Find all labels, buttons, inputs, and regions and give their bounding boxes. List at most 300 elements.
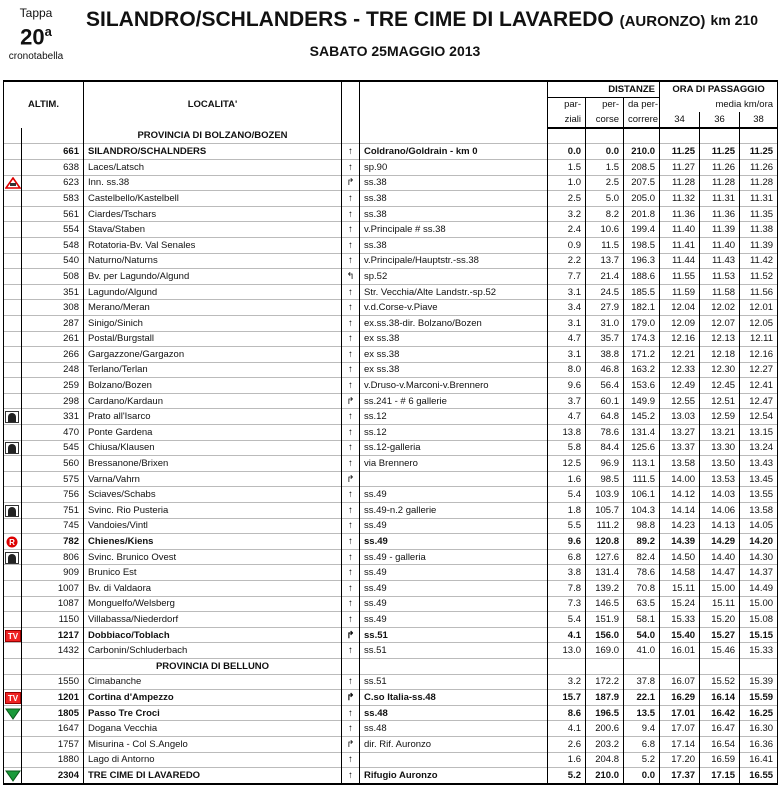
partial-km-cell: 1.8 bbox=[548, 503, 586, 519]
province-row bbox=[4, 128, 778, 144]
road-cell: ss.48 bbox=[360, 721, 548, 737]
table-row bbox=[4, 440, 778, 456]
icon-cell bbox=[4, 768, 22, 784]
covered-km-cell: 103.9 bbox=[586, 487, 624, 503]
partial-km-cell: 2.4 bbox=[548, 222, 586, 238]
province-label: PROVINCIA DI BELLUNO bbox=[84, 658, 342, 674]
time-34-cell: 17.07 bbox=[660, 721, 700, 737]
time-38-cell: 16.55 bbox=[740, 768, 778, 784]
time-36-cell: 17.15 bbox=[700, 768, 740, 784]
remaining-km-cell: 171.2 bbox=[624, 347, 660, 363]
time-38-cell: 16.36 bbox=[740, 736, 778, 752]
covered-km-cell: 169.0 bbox=[586, 643, 624, 659]
direction-cell: ↑ bbox=[342, 643, 360, 659]
col-ora: ORA DI PASSAGGIO bbox=[660, 81, 778, 97]
icon-cell bbox=[4, 284, 22, 300]
time-38-cell: 12.01 bbox=[740, 300, 778, 316]
direction-cell: ↑ bbox=[342, 159, 360, 175]
direction-cell: ↑ bbox=[342, 237, 360, 253]
table-row bbox=[4, 721, 778, 737]
time-34-cell: 11.55 bbox=[660, 269, 700, 285]
time-34-cell: 17.37 bbox=[660, 768, 700, 784]
road-cell: ex.ss.38-dir. Bolzano/Bozen bbox=[360, 315, 548, 331]
location-cell: Bolzano/Bozen bbox=[84, 378, 342, 394]
time-38-cell: 15.08 bbox=[740, 612, 778, 628]
time-36-cell: 11.36 bbox=[700, 206, 740, 222]
table-row bbox=[4, 269, 778, 285]
remaining-km-cell: 182.1 bbox=[624, 300, 660, 316]
altitude-cell: 259 bbox=[22, 378, 84, 394]
icon-cell bbox=[4, 596, 22, 612]
icon-cell bbox=[4, 612, 22, 628]
partial-km-cell: 5.4 bbox=[548, 487, 586, 503]
time-38-cell: 13.58 bbox=[740, 503, 778, 519]
table-row bbox=[4, 471, 778, 487]
table-row bbox=[4, 222, 778, 238]
direction-cell: ↑ bbox=[342, 144, 360, 160]
time-38-cell: 11.39 bbox=[740, 237, 778, 253]
table-row bbox=[4, 362, 778, 378]
altitude-cell: 470 bbox=[22, 425, 84, 441]
location-cell: Vandoies/Vintl bbox=[84, 518, 342, 534]
time-36-cell: 15.20 bbox=[700, 612, 740, 628]
time-34-cell: 12.04 bbox=[660, 300, 700, 316]
location-cell: Villabassa/Niederdorf bbox=[84, 612, 342, 628]
altitude-cell: 540 bbox=[22, 253, 84, 269]
altitude-cell: 554 bbox=[22, 222, 84, 238]
time-36-cell: 12.45 bbox=[700, 378, 740, 394]
level-crossing-icon bbox=[5, 177, 21, 188]
table-row bbox=[4, 596, 778, 612]
partial-km-cell: 3.4 bbox=[548, 300, 586, 316]
time-34-cell: 11.36 bbox=[660, 206, 700, 222]
icon-cell bbox=[4, 487, 22, 503]
road-cell: ss.51 bbox=[360, 627, 548, 643]
time-36-cell: 11.25 bbox=[700, 144, 740, 160]
remaining-km-cell: 179.0 bbox=[624, 315, 660, 331]
time-34-cell: 17.14 bbox=[660, 736, 700, 752]
remaining-km-cell: 54.0 bbox=[624, 627, 660, 643]
location-cell: Dogana Vecchia bbox=[84, 721, 342, 737]
remaining-km-cell: 198.5 bbox=[624, 237, 660, 253]
location-cell: Monguelfo/Welsberg bbox=[84, 596, 342, 612]
icon-cell bbox=[4, 300, 22, 316]
intermediate-sprint-icon bbox=[5, 630, 21, 641]
partial-km-cell: 0.0 bbox=[548, 144, 586, 160]
partial-km-cell: 7.8 bbox=[548, 581, 586, 597]
covered-km-cell: 210.0 bbox=[586, 768, 624, 784]
table-row bbox=[4, 705, 778, 721]
icon-cell bbox=[4, 409, 22, 425]
covered-km-cell: 31.0 bbox=[586, 315, 624, 331]
time-34-cell: 13.27 bbox=[660, 425, 700, 441]
time-34-cell: 16.29 bbox=[660, 690, 700, 706]
direction-cell: ↑ bbox=[342, 518, 360, 534]
icon-cell bbox=[4, 721, 22, 737]
time-34-cell: 11.28 bbox=[660, 175, 700, 191]
location-cell: Brunico Est bbox=[84, 565, 342, 581]
partial-km-cell: 2.2 bbox=[548, 253, 586, 269]
remaining-km-cell: 196.3 bbox=[624, 253, 660, 269]
tunnel-icon bbox=[5, 442, 21, 453]
road-cell: ex ss.38 bbox=[360, 331, 548, 347]
time-38-cell: 12.47 bbox=[740, 393, 778, 409]
road-cell: ss.38 bbox=[360, 191, 548, 207]
province-row bbox=[4, 658, 778, 674]
location-cell: Chienes/Kiens bbox=[84, 534, 342, 550]
time-34-cell: 14.50 bbox=[660, 549, 700, 565]
partial-km-cell: 1.0 bbox=[548, 175, 586, 191]
col-parziali-2: ziali bbox=[548, 112, 586, 128]
location-cell: Merano/Meran bbox=[84, 300, 342, 316]
covered-km-cell: 21.4 bbox=[586, 269, 624, 285]
partial-km-cell: 3.2 bbox=[548, 206, 586, 222]
location-cell: Chiusa/Klausen bbox=[84, 440, 342, 456]
time-34-cell: 16.01 bbox=[660, 643, 700, 659]
partial-km-cell: 1.5 bbox=[548, 159, 586, 175]
partial-km-cell: 5.5 bbox=[548, 518, 586, 534]
remaining-km-cell: 174.3 bbox=[624, 331, 660, 347]
time-38-cell: 16.25 bbox=[740, 705, 778, 721]
time-36-cell: 11.40 bbox=[700, 237, 740, 253]
direction-cell: ↑ bbox=[342, 191, 360, 207]
direction-cell: ↑ bbox=[342, 705, 360, 721]
direction-cell: ↑ bbox=[342, 378, 360, 394]
time-34-cell: 14.39 bbox=[660, 534, 700, 550]
remaining-km-cell: 188.6 bbox=[624, 269, 660, 285]
time-34-cell: 13.37 bbox=[660, 440, 700, 456]
covered-km-cell: 146.5 bbox=[586, 596, 624, 612]
direction-cell: ↑ bbox=[342, 612, 360, 628]
table-row bbox=[4, 300, 778, 316]
time-34-cell: 11.32 bbox=[660, 191, 700, 207]
direction-cell: ↱ bbox=[342, 175, 360, 191]
remaining-km-cell: 13.5 bbox=[624, 705, 660, 721]
time-38-cell: 14.30 bbox=[740, 549, 778, 565]
location-cell: Cortina d'Ampezzo bbox=[84, 690, 342, 706]
table-header bbox=[4, 81, 778, 128]
time-36-cell: 16.42 bbox=[700, 705, 740, 721]
time-36-cell: 12.02 bbox=[700, 300, 740, 316]
time-34-cell: 12.16 bbox=[660, 331, 700, 347]
icon-cell bbox=[4, 144, 22, 160]
covered-km-cell: 1.5 bbox=[586, 159, 624, 175]
time-38-cell: 15.33 bbox=[740, 643, 778, 659]
table-row bbox=[4, 159, 778, 175]
covered-km-cell: 24.5 bbox=[586, 284, 624, 300]
remaining-km-cell: 58.1 bbox=[624, 612, 660, 628]
remaining-km-cell: 111.5 bbox=[624, 471, 660, 487]
remaining-km-cell: 163.2 bbox=[624, 362, 660, 378]
location-cell: Bv. di Valdaora bbox=[84, 581, 342, 597]
altitude-cell: 1150 bbox=[22, 612, 84, 628]
covered-km-cell: 96.9 bbox=[586, 456, 624, 472]
time-36-cell: 12.59 bbox=[700, 409, 740, 425]
remaining-km-cell: 41.0 bbox=[624, 643, 660, 659]
col-speed-36: 36 bbox=[700, 112, 740, 128]
table-row bbox=[4, 565, 778, 581]
altitude-cell: 756 bbox=[22, 487, 84, 503]
altitude-cell: 266 bbox=[22, 347, 84, 363]
partial-km-cell: 9.6 bbox=[548, 534, 586, 550]
location-cell: Ciardes/Tschars bbox=[84, 206, 342, 222]
time-38-cell: 14.05 bbox=[740, 518, 778, 534]
road-cell: ss.49 bbox=[360, 518, 548, 534]
time-36-cell: 14.13 bbox=[700, 518, 740, 534]
covered-km-cell: 0.0 bbox=[586, 144, 624, 160]
time-36-cell: 14.29 bbox=[700, 534, 740, 550]
partial-km-cell: 1.6 bbox=[548, 752, 586, 768]
road-cell: ss.49 bbox=[360, 596, 548, 612]
icon-cell bbox=[4, 253, 22, 269]
covered-km-cell: 84.4 bbox=[586, 440, 624, 456]
icon-cell bbox=[4, 534, 22, 550]
altitude-cell: 351 bbox=[22, 284, 84, 300]
road-cell: ss.241 - # 6 gallerie bbox=[360, 393, 548, 409]
tunnel-icon bbox=[5, 411, 21, 422]
mountain-climb-icon bbox=[5, 708, 21, 719]
time-38-cell: 12.16 bbox=[740, 347, 778, 363]
icon-cell bbox=[4, 643, 22, 659]
table-row bbox=[4, 144, 778, 160]
time-34-cell: 12.21 bbox=[660, 347, 700, 363]
altitude-cell: 623 bbox=[22, 175, 84, 191]
icon-cell bbox=[4, 674, 22, 690]
table-row bbox=[4, 627, 778, 643]
time-38-cell: 11.38 bbox=[740, 222, 778, 238]
altitude-cell: 560 bbox=[22, 456, 84, 472]
remaining-km-cell: 207.5 bbox=[624, 175, 660, 191]
time-36-cell: 13.53 bbox=[700, 471, 740, 487]
road-cell: v.Druso-v.Marconi-v.Brennero bbox=[360, 378, 548, 394]
icon-cell bbox=[4, 627, 22, 643]
road-cell: ss.38 bbox=[360, 237, 548, 253]
time-36-cell: 12.18 bbox=[700, 347, 740, 363]
road-cell: ss.49-n.2 gallerie bbox=[360, 503, 548, 519]
altitude-cell: 751 bbox=[22, 503, 84, 519]
mountain-climb-icon bbox=[5, 770, 21, 781]
cronotabella-label: cronotabella bbox=[8, 51, 64, 63]
location-cell: Sinigo/Sinich bbox=[84, 315, 342, 331]
time-36-cell: 15.11 bbox=[700, 596, 740, 612]
direction-cell: ↑ bbox=[342, 596, 360, 612]
altitude-cell: 1757 bbox=[22, 736, 84, 752]
location-cell: Misurina - Col S.Angelo bbox=[84, 736, 342, 752]
location-cell: Rotatoria-Bv. Val Senales bbox=[84, 237, 342, 253]
direction-cell: ↑ bbox=[342, 362, 360, 378]
direction-cell: ↑ bbox=[342, 347, 360, 363]
time-34-cell: 14.14 bbox=[660, 503, 700, 519]
location-cell: TRE CIME DI LAVAREDO bbox=[84, 768, 342, 784]
partial-km-cell: 9.6 bbox=[548, 378, 586, 394]
covered-km-cell: 2.5 bbox=[586, 175, 624, 191]
location-cell: Laces/Latsch bbox=[84, 159, 342, 175]
icon-cell bbox=[4, 362, 22, 378]
covered-km-cell: 196.5 bbox=[586, 705, 624, 721]
time-38-cell: 12.11 bbox=[740, 331, 778, 347]
covered-km-cell: 11.5 bbox=[586, 237, 624, 253]
location-cell: Bressanone/Brixen bbox=[84, 456, 342, 472]
direction-cell: ↑ bbox=[342, 487, 360, 503]
altitude-cell: 561 bbox=[22, 206, 84, 222]
time-36-cell: 14.06 bbox=[700, 503, 740, 519]
partial-km-cell: 8.6 bbox=[548, 705, 586, 721]
time-36-cell: 16.54 bbox=[700, 736, 740, 752]
icon-cell bbox=[4, 269, 22, 285]
col-speed-34: 34 bbox=[660, 112, 700, 128]
time-34-cell: 11.59 bbox=[660, 284, 700, 300]
remaining-km-cell: 149.9 bbox=[624, 393, 660, 409]
remaining-km-cell: 185.5 bbox=[624, 284, 660, 300]
direction-cell: ↑ bbox=[342, 315, 360, 331]
partial-km-cell: 5.8 bbox=[548, 440, 586, 456]
road-cell: ss.49 - galleria bbox=[360, 549, 548, 565]
icon-cell bbox=[4, 378, 22, 394]
direction-cell: ↱ bbox=[342, 471, 360, 487]
location-cell: Dobbiaco/Toblach bbox=[84, 627, 342, 643]
road-cell: C.so Italia-ss.48 bbox=[360, 690, 548, 706]
covered-km-cell: 8.2 bbox=[586, 206, 624, 222]
road-cell: v.d.Corse-v.Piave bbox=[360, 300, 548, 316]
time-36-cell: 11.26 bbox=[700, 159, 740, 175]
partial-km-cell: 4.1 bbox=[548, 721, 586, 737]
remaining-km-cell: 63.5 bbox=[624, 596, 660, 612]
remaining-km-cell: 0.0 bbox=[624, 768, 660, 784]
time-34-cell: 11.25 bbox=[660, 144, 700, 160]
partial-km-cell: 4.7 bbox=[548, 331, 586, 347]
icon-cell bbox=[4, 425, 22, 441]
direction-cell: ↑ bbox=[342, 331, 360, 347]
time-36-cell: 12.13 bbox=[700, 331, 740, 347]
altitude-cell: 1217 bbox=[22, 627, 84, 643]
partial-km-cell: 5.2 bbox=[548, 768, 586, 784]
direction-cell: ↑ bbox=[342, 534, 360, 550]
partial-km-cell: 3.1 bbox=[548, 347, 586, 363]
location-cell: Cimabanche bbox=[84, 674, 342, 690]
partial-km-cell: 4.1 bbox=[548, 627, 586, 643]
table-row bbox=[4, 206, 778, 222]
tunnel-icon bbox=[5, 552, 21, 563]
remaining-km-cell: 5.2 bbox=[624, 752, 660, 768]
table-row bbox=[4, 612, 778, 628]
road-cell: ss.12 bbox=[360, 409, 548, 425]
location-cell: Naturno/Naturns bbox=[84, 253, 342, 269]
time-38-cell: 16.41 bbox=[740, 752, 778, 768]
time-38-cell: 11.56 bbox=[740, 284, 778, 300]
road-cell: ss.49 bbox=[360, 581, 548, 597]
time-36-cell: 11.53 bbox=[700, 269, 740, 285]
altitude-cell: 248 bbox=[22, 362, 84, 378]
altitude-cell: 1550 bbox=[22, 674, 84, 690]
remaining-km-cell: 113.1 bbox=[624, 456, 660, 472]
road-cell: ss.12 bbox=[360, 425, 548, 441]
partial-km-cell: 5.4 bbox=[548, 612, 586, 628]
icon-cell bbox=[4, 175, 22, 191]
location-cell: Svinc. Brunico Ovest bbox=[84, 549, 342, 565]
location-cell: Cardano/Kardaun bbox=[84, 393, 342, 409]
remaining-km-cell: 201.8 bbox=[624, 206, 660, 222]
timetable bbox=[3, 80, 778, 785]
altitude-cell: 331 bbox=[22, 409, 84, 425]
time-36-cell: 14.47 bbox=[700, 565, 740, 581]
road-cell: Rifugio Auronzo bbox=[360, 768, 548, 784]
icon-cell bbox=[4, 471, 22, 487]
road-cell: Str. Vecchia/Alte Landstr.-sp.52 bbox=[360, 284, 548, 300]
table-row bbox=[4, 456, 778, 472]
altitude-cell: 661 bbox=[22, 144, 84, 160]
svg-text:R: R bbox=[9, 538, 15, 547]
covered-km-cell: 60.1 bbox=[586, 393, 624, 409]
remaining-km-cell: 9.4 bbox=[624, 721, 660, 737]
remaining-km-cell: 89.2 bbox=[624, 534, 660, 550]
road-cell: ss.49 bbox=[360, 612, 548, 628]
partial-km-cell: 1.6 bbox=[548, 471, 586, 487]
time-34-cell: 11.27 bbox=[660, 159, 700, 175]
road-cell bbox=[360, 471, 548, 487]
table-row bbox=[4, 736, 778, 752]
page-title: SILANDRO/SCHLANDERS - TRE CIME DI LAVAREDO (AURONZO) bbox=[86, 8, 706, 31]
remaining-km-cell: 208.5 bbox=[624, 159, 660, 175]
table-row bbox=[4, 331, 778, 347]
remaining-km-cell: 205.0 bbox=[624, 191, 660, 207]
covered-km-cell: 120.8 bbox=[586, 534, 624, 550]
location-cell: Passo Tre Croci bbox=[84, 705, 342, 721]
direction-cell: ↱ bbox=[342, 736, 360, 752]
table-row bbox=[4, 674, 778, 690]
time-36-cell: 15.27 bbox=[700, 627, 740, 643]
icon-cell bbox=[4, 752, 22, 768]
time-34-cell: 13.58 bbox=[660, 456, 700, 472]
road-cell: ss.49 bbox=[360, 565, 548, 581]
road-cell bbox=[360, 752, 548, 768]
location-cell: Terlano/Terlan bbox=[84, 362, 342, 378]
covered-km-cell: 139.2 bbox=[586, 581, 624, 597]
table-row bbox=[4, 425, 778, 441]
time-34-cell: 17.20 bbox=[660, 752, 700, 768]
partial-km-cell: 4.7 bbox=[548, 409, 586, 425]
covered-km-cell: 127.6 bbox=[586, 549, 624, 565]
time-38-cell: 13.15 bbox=[740, 425, 778, 441]
direction-cell: ↑ bbox=[342, 206, 360, 222]
direction-cell: ↱ bbox=[342, 627, 360, 643]
stage-label: Tappa bbox=[19, 6, 53, 20]
partial-km-cell: 6.8 bbox=[548, 549, 586, 565]
time-34-cell: 12.33 bbox=[660, 362, 700, 378]
altitude-cell: 298 bbox=[22, 393, 84, 409]
remaining-km-cell: 153.6 bbox=[624, 378, 660, 394]
direction-cell: ↑ bbox=[342, 222, 360, 238]
col-altim: ALTIM. bbox=[4, 81, 84, 128]
col-media: media km/ora bbox=[660, 97, 778, 112]
covered-km-cell: 35.7 bbox=[586, 331, 624, 347]
altitude-cell: 287 bbox=[22, 315, 84, 331]
time-38-cell: 14.37 bbox=[740, 565, 778, 581]
table-row bbox=[4, 378, 778, 394]
location-cell: Inn. ss.38 bbox=[84, 175, 342, 191]
table-body bbox=[4, 128, 778, 784]
time-34-cell: 15.24 bbox=[660, 596, 700, 612]
time-34-cell: 15.11 bbox=[660, 581, 700, 597]
time-34-cell: 11.40 bbox=[660, 222, 700, 238]
time-38-cell: 12.54 bbox=[740, 409, 778, 425]
covered-km-cell: 38.8 bbox=[586, 347, 624, 363]
time-36-cell: 12.51 bbox=[700, 393, 740, 409]
partial-km-cell: 3.7 bbox=[548, 393, 586, 409]
altitude-cell: 1201 bbox=[22, 690, 84, 706]
remaining-km-cell: 210.0 bbox=[624, 144, 660, 160]
altitude-cell: 583 bbox=[22, 191, 84, 207]
time-36-cell: 14.03 bbox=[700, 487, 740, 503]
